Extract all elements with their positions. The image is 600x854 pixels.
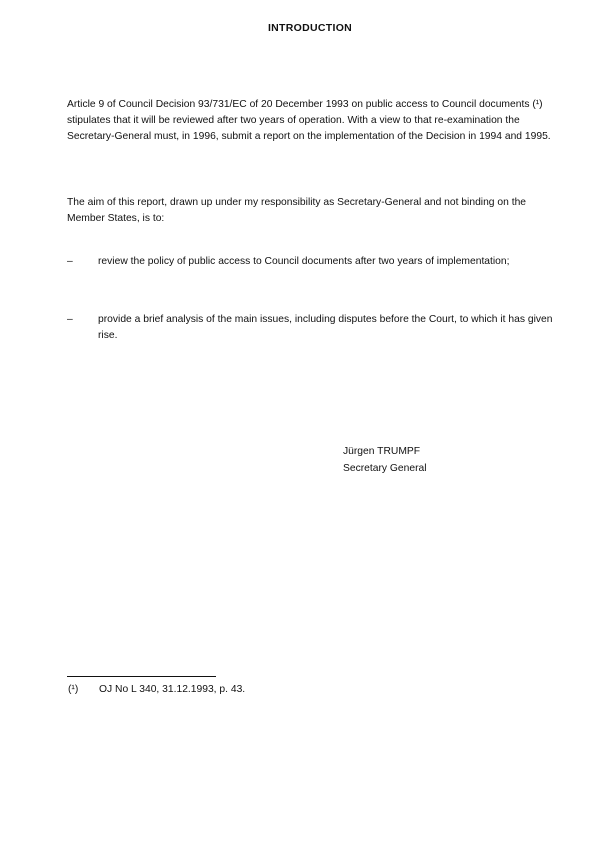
signature-block (343, 443, 427, 477)
signatory-role: Secretary General (343, 463, 427, 474)
document-title: INTRODUCTION (267, 22, 353, 34)
bullet-text: provide a brief analysis of the main issues, including disputes before the Court, to which it has given rise. (98, 314, 553, 341)
footnote-divider (67, 676, 216, 677)
bullet-dash: – (67, 314, 73, 325)
footnote-text: OJ No L 340, 31.12.1993, p. 43. (99, 684, 246, 695)
bullet-text: review the policy of public access to Council documents after two years of implementation; (98, 256, 510, 267)
intro-paragraph: Article 9 of Council Decision 93/731/EC of 20 December 1993 on public access to Council documents (¹) stipulates that it will be reviewed after two years of operation. With a view to that re-examination the Secretary-General must, in 1996, submit a report on the implementation of the Decision in 1994 and 1995. (67, 99, 551, 142)
aim-paragraph: The aim of this report, drawn up under my responsibility as Secretary-General and not binding on the Member States, is to: (67, 197, 527, 224)
bullet-dash: – (67, 256, 73, 267)
signatory-name: Jürgen TRUMPF (343, 446, 421, 457)
footnote-marker: (¹) (68, 684, 79, 695)
